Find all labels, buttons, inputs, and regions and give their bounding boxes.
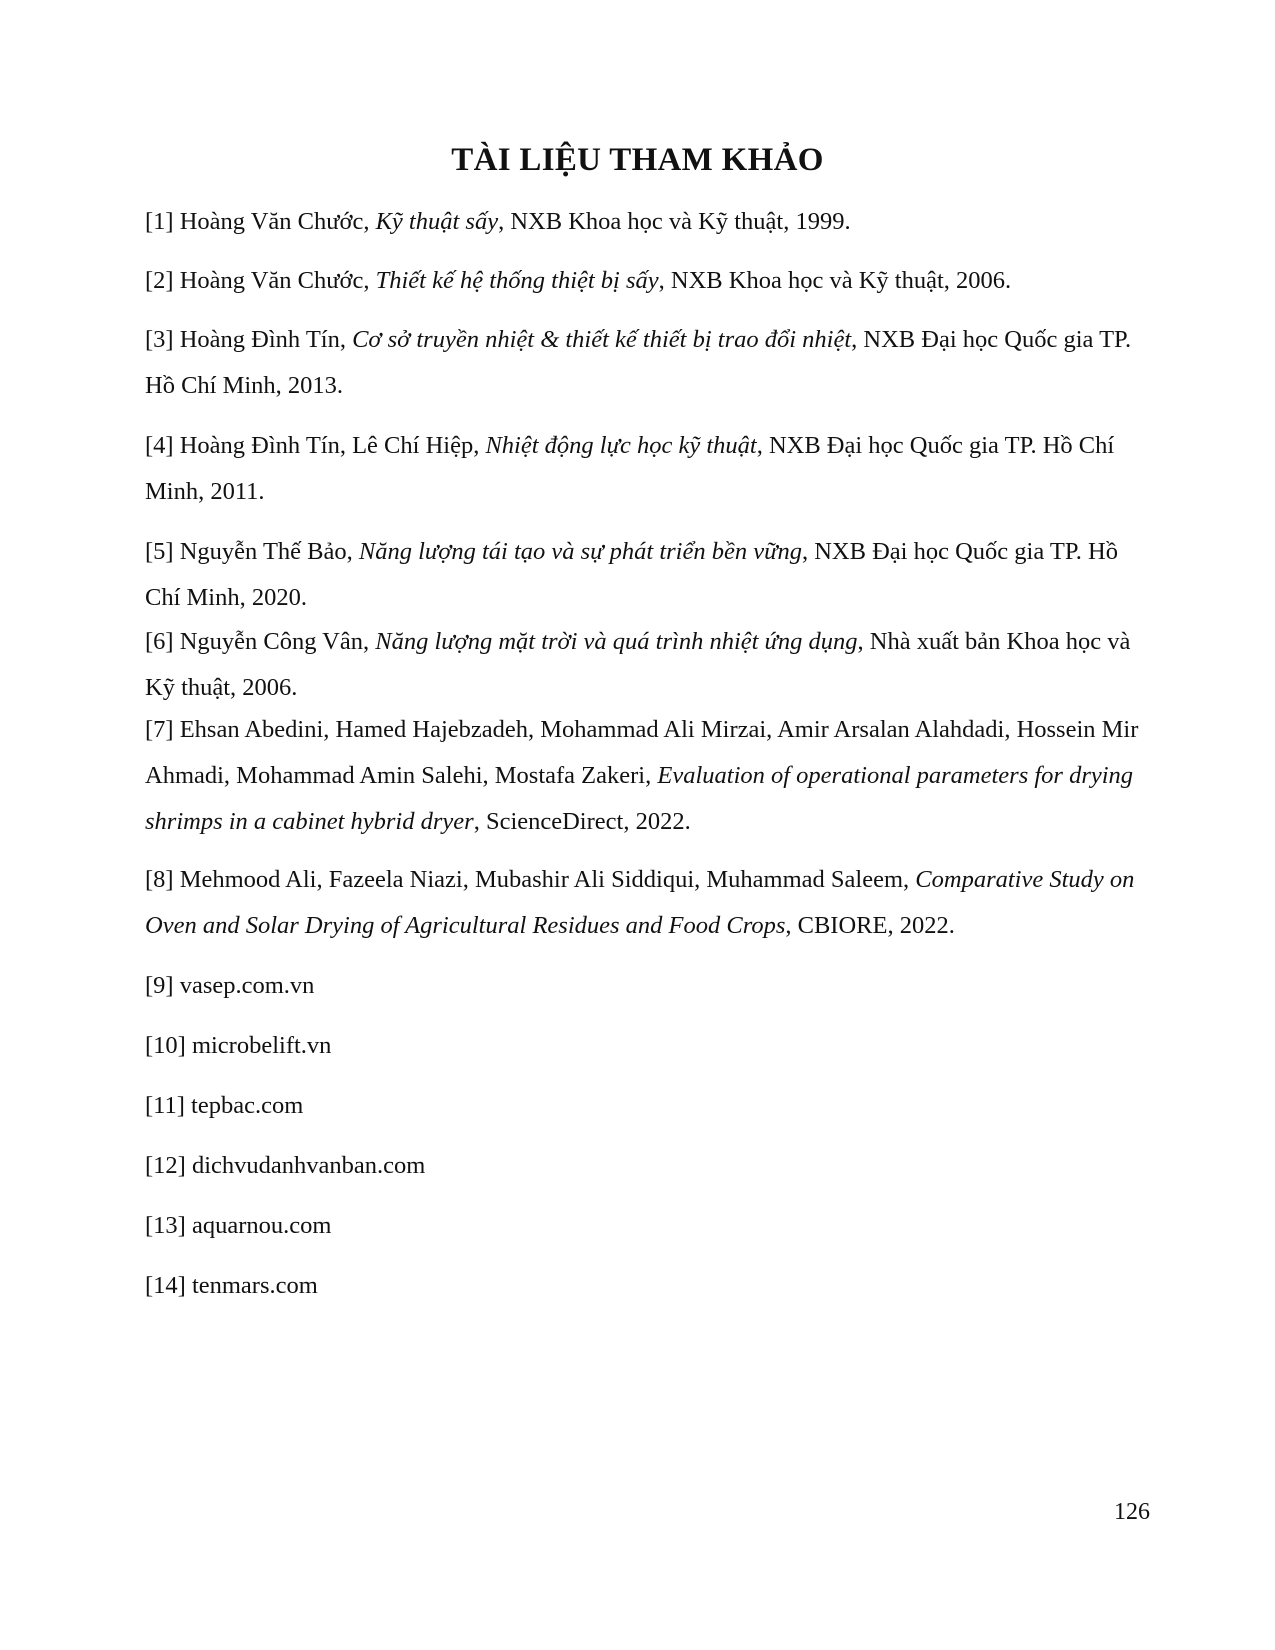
reference-text: [2] Hoàng Văn Chước, (145, 267, 376, 294)
reference-item (145, 199, 1145, 245)
reference-title: Nhiệt động lực học kỹ thuật (485, 432, 757, 459)
reference-publisher: , NXB Đại học Quốc gia TP. Hồ Chí Minh, 2013. (145, 326, 1132, 399)
reference-publisher: , Nhà xuất bản Khoa học và Kỹ thuật, 2006. (145, 628, 1131, 701)
reference-item (145, 258, 1145, 304)
reference-item (145, 317, 1145, 409)
reference-title: Cơ sở truyền nhiệt & thiết kế thiết bị trao đổi nhiệt (352, 326, 852, 353)
reference-title: Kỹ thuật sấy (375, 208, 499, 235)
reference-item (145, 1203, 1145, 1249)
reference-item (145, 963, 1145, 1009)
reference-publisher: , ScienceDirect, 2022. (473, 808, 691, 835)
reference-text: [10] microbelift.vn (145, 1032, 332, 1059)
reference-item (145, 707, 1145, 845)
reference-item (145, 1263, 1145, 1309)
reference-item (145, 619, 1145, 711)
reference-text: [3] Hoàng Đình Tín, (145, 326, 353, 353)
page-title: TÀI LIỆU THAM KHẢO (451, 142, 824, 178)
reference-item (145, 1083, 1145, 1129)
reference-text: [12] dichvudanhvanban.com (145, 1152, 426, 1179)
reference-title: Năng lượng tái tạo và sự phát triển bền vững (358, 538, 802, 565)
reference-text: [11] tepbac.com (145, 1092, 304, 1119)
reference-text: [14] tenmars.com (145, 1272, 318, 1299)
reference-item (145, 857, 1145, 949)
reference-publisher: , NXB Khoa học và Kỹ thuật, 2006. (658, 267, 1012, 294)
reference-text: [1] Hoàng Văn Chước, (145, 208, 376, 235)
reference-item (145, 1143, 1145, 1189)
reference-text: [9] vasep.com.vn (145, 972, 315, 999)
reference-text: [5] Nguyễn Thế Bảo, (145, 538, 359, 565)
reference-publisher: , CBIORE, 2022. (785, 912, 955, 939)
reference-item (145, 529, 1145, 621)
reference-publisher: , NXB Đại học Quốc gia TP. Hồ Chí Minh, 2020. (145, 538, 1118, 611)
reference-text: [13] aquarnou.com (145, 1212, 332, 1239)
reference-item (145, 423, 1145, 515)
reference-text: [4] Hoàng Đình Tín, Lê Chí Hiệp, (145, 432, 486, 459)
page-number: 126 (1114, 1499, 1150, 1525)
reference-text: [6] Nguyễn Công Vân, (145, 628, 376, 655)
reference-title: Comparative Study on Oven and Solar Drying of Agricultural Residues and Food Crops (145, 866, 1135, 939)
reference-publisher: , NXB Đại học Quốc gia TP. Hồ Chí Minh, 2011. (145, 432, 1115, 505)
reference-text: [7] Ehsan Abedini, Hamed Hajebzadeh, Mohammad Ali Mirzai, Amir Arsalan Alahdadi, Hossein Mir Ahmadi, Mohammad Amin Salehi, Mostafa Zakeri, (145, 716, 1139, 789)
reference-title: Evaluation of operational parameters for drying shrimps in a cabinet hybrid dryer (145, 762, 1134, 835)
reference-title: Thiết kế hệ thống thiệt bị sấy (375, 267, 659, 294)
reference-item (145, 1023, 1145, 1069)
reference-text: [8] Mehmood Ali, Fazeela Niazi, Mubashir Ali Siddiqui, Muhammad Saleem, (145, 866, 916, 893)
reference-publisher: , NXB Khoa học và Kỹ thuật, 1999. (498, 208, 851, 235)
reference-title: Năng lượng mặt trời và quá trình nhiệt ứng dụng (375, 628, 858, 655)
